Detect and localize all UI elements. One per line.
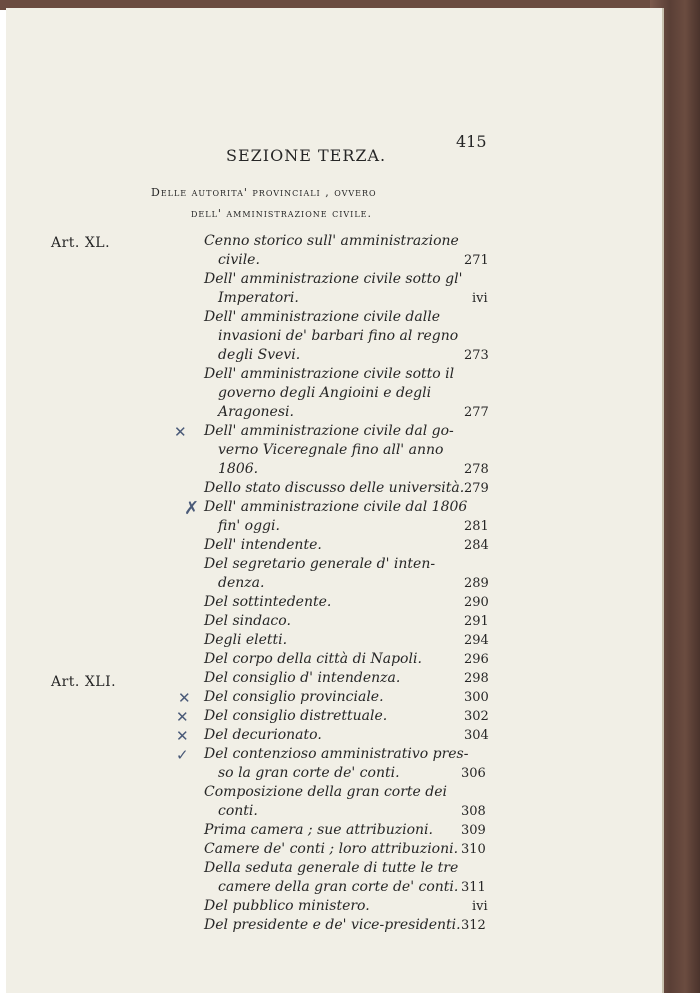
toc-line: verno Viceregnale fino all' anno [218,442,444,458]
toc-line: Dell' amministrazione civile dal 1806 [204,499,468,515]
pencil-x-mark-icon: ✕ [178,689,191,707]
toc-line: Dell' intendente. [204,537,322,553]
toc-line: Del sindaco. [204,613,291,629]
toc-page-number: 279 [464,481,489,496]
toc-line: Dello stato discusso delle università. [204,480,465,496]
toc-page-number: 277 [464,405,489,420]
toc-line: Prima camera ; sue attribuzioni. [204,822,433,838]
toc-line: fin' oggi. [218,518,280,534]
toc-line: Del contenzioso amministrativo pres- [204,746,469,762]
toc-line: Del pubblico ministero. [204,898,370,914]
toc-page-number: 304 [464,728,489,743]
toc-line: Del segretario generale d' inten- [204,556,436,572]
toc-page-number: ivi [472,899,488,914]
article-label-xl: Art. XL. [51,235,111,251]
toc-page-number: 290 [464,595,489,610]
toc-page-number: 271 [464,253,489,268]
pencil-x-mark-icon: ✕ [174,423,187,441]
toc-page-number: 284 [464,538,489,553]
toc-page-number: 309 [461,823,486,838]
section-title: SEZIONE TERZA. [226,146,387,165]
toc-line: Del presidente e de' vice-presidenti. [204,917,461,933]
article-label-xli: Art. XLI. [51,674,117,690]
toc-line: governo degli Angioini e degli [218,385,432,401]
pencil-x-mark-icon: ✗ [184,498,200,519]
toc-page-number: 302 [464,709,489,724]
toc-line: 1806. [218,461,259,477]
toc-line: Del corpo della città di Napoli. [204,651,422,667]
toc-page-number: 294 [464,633,489,648]
section-subtitle-line-2: dell' amministrazione civile. [191,207,372,220]
pencil-x-mark-icon: ✓ [176,746,189,764]
toc-line: Dell' amministrazione civile sotto gl' [204,271,463,287]
toc-page-number: 281 [464,519,489,534]
toc-line: civile. [218,252,260,268]
toc-line: Cenno storico sull' amministrazione [204,233,459,249]
page-number: 415 [456,132,487,151]
toc-line: Del consiglio provinciale. [204,689,384,705]
toc-page-number: 296 [464,652,489,667]
toc-line: Del sottintedente. [204,594,332,610]
toc-line: Della seduta generale di tutte le tre [204,860,459,876]
toc-page-number: 300 [464,690,489,705]
toc-line: denza. [218,575,265,591]
toc-page-number: 291 [464,614,489,629]
toc-line: degli Svevi. [218,347,301,363]
toc-line: Camere de' conti ; loro attribuzioni. [204,841,459,857]
toc-line: camere della gran corte de' conti. [218,879,459,895]
toc-line: Aragonesi. [218,404,294,420]
toc-page-number: 308 [461,804,486,819]
toc-line: Degli eletti. [204,632,288,648]
toc-line: Dell' amministrazione civile sotto il [204,366,455,382]
toc-page-number: 312 [461,918,486,933]
toc-line: Imperatori. [218,290,299,306]
toc-page-number: 289 [464,576,489,591]
toc-page-number: 298 [464,671,489,686]
section-subtitle-line-1: Delle autorita' provinciali , ovvero [151,186,377,199]
book-page [6,8,664,993]
toc-line: conti. [218,803,258,819]
toc-page-number: 278 [464,462,489,477]
toc-line: Del decurionato. [204,727,322,743]
pencil-x-mark-icon: ✕ [176,727,189,745]
toc-line: Del consiglio distrettuale. [204,708,388,724]
toc-line: Del consiglio d' intendenza. [204,670,401,686]
toc-line: Dell' amministrazione civile dalle [204,309,440,325]
toc-line: Composizione della gran corte dei [204,784,448,800]
toc-line: invasioni de' barbari fino al regno [218,328,459,344]
toc-page-number: ivi [472,291,488,306]
toc-page-number: 311 [461,880,486,895]
toc-line: Dell' amministrazione civile dal go- [204,423,454,439]
toc-page-number: 310 [461,842,486,857]
toc-line: so la gran corte de' conti. [218,765,400,781]
toc-page-number: 306 [461,766,486,781]
toc-page-number: 273 [464,348,489,363]
pencil-x-mark-icon: ✕ [176,708,189,726]
